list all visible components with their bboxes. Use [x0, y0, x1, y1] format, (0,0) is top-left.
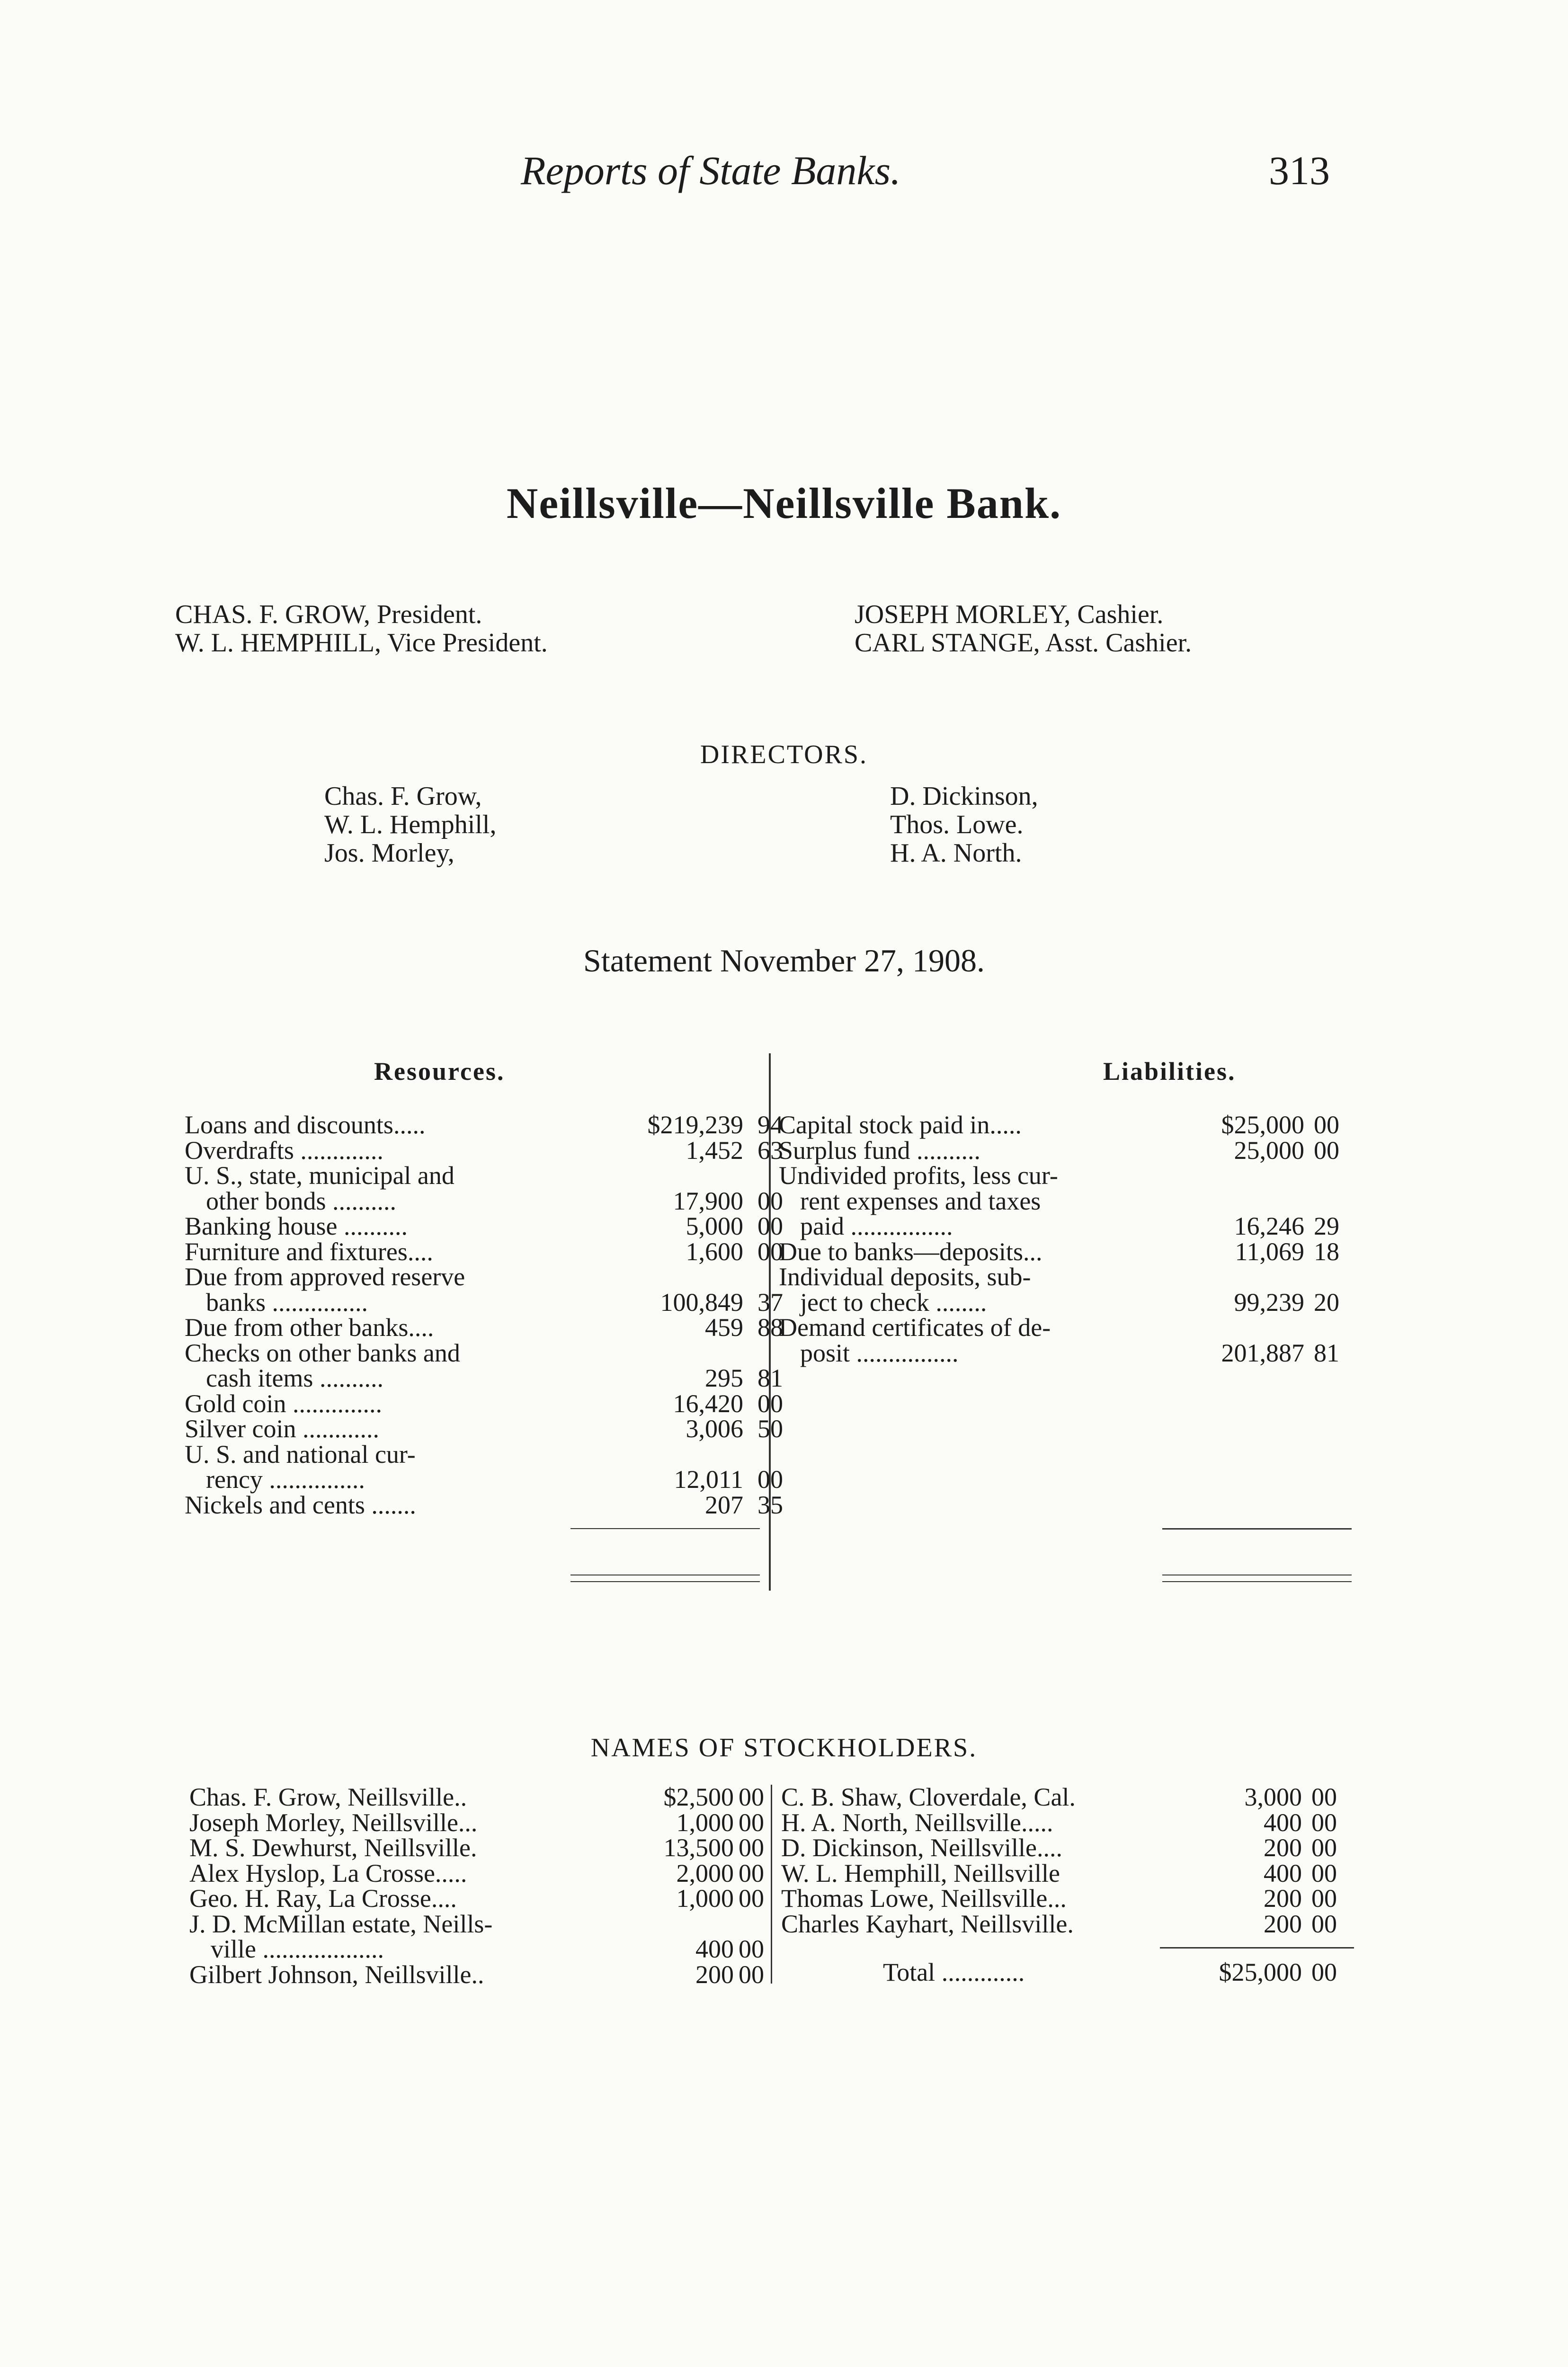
line-dollars: 1,000 [676, 1808, 734, 1837]
stockholders-right [781, 1785, 1359, 1937]
line-dollars: 100,849 [660, 1288, 743, 1317]
line-cents: 50 [757, 1415, 783, 1443]
stockholder-line [189, 1886, 786, 1912]
line-dollars: 12,011 [674, 1465, 743, 1494]
officer-cashier: JOSEPH MORLEY, Cashier. [855, 600, 1164, 629]
line-label: Due from approved reserve [185, 1263, 465, 1291]
liability-line [779, 1214, 1356, 1239]
line-dollars: 400 [695, 1935, 734, 1963]
resource-line [185, 1366, 795, 1391]
line-dollars: 3,000 [1244, 1783, 1302, 1811]
liability-line [779, 1315, 1356, 1341]
line-cents: 81 [1314, 1338, 1339, 1367]
line-dollars: 400 [1264, 1808, 1302, 1837]
resource-line [185, 1391, 795, 1417]
line-cents: 00 [739, 1859, 764, 1887]
resource-line [185, 1442, 795, 1468]
resource-line [185, 1163, 795, 1189]
resources-total-row [185, 1539, 795, 1564]
resources-sum-rule [570, 1528, 760, 1529]
line-label: Geo. H. Ray, La Crosse.... [189, 1884, 457, 1913]
line-cents: 00 [739, 1960, 764, 1989]
liability-line [779, 1264, 1356, 1290]
resource-line [185, 1112, 795, 1138]
line-label: posit ................ [800, 1338, 959, 1367]
line-label: Nickels and cents ....... [185, 1490, 416, 1519]
line-label: U. S., state, municipal and [185, 1161, 454, 1190]
resource-line [185, 1138, 795, 1164]
liability-line [779, 1290, 1356, 1316]
stockholder-line [781, 1886, 1359, 1912]
director-name: H. A. North. [890, 838, 1022, 868]
line-label: U. S. and national cur- [185, 1440, 416, 1468]
page-number: 313 [1269, 148, 1330, 193]
line-cents: 88 [757, 1313, 783, 1342]
stockholder-line [781, 1785, 1359, 1810]
line-cents: 00 [1314, 1136, 1339, 1165]
liability-line [779, 1138, 1356, 1164]
line-label: M. S. Dewhurst, Neillsville. [189, 1833, 477, 1862]
line-cents: 37 [757, 1288, 783, 1317]
stockholder-line [189, 1861, 786, 1886]
line-dollars: 11,069 [1235, 1237, 1304, 1266]
liability-line [779, 1112, 1356, 1138]
line-dollars: 2,000 [676, 1859, 734, 1887]
double-rule [1162, 1581, 1352, 1582]
director-name: Thos. Lowe. [890, 810, 1024, 839]
directors-heading: DIRECTORS. [700, 740, 868, 769]
stockholders-total-row [781, 1960, 1359, 1985]
stockholder-line [189, 1785, 786, 1810]
directors-right [890, 782, 1038, 867]
line-label: Gold coin .............. [185, 1389, 382, 1418]
liabilities-heading: Liabilities. [1103, 1057, 1236, 1086]
liability-line [779, 1239, 1356, 1265]
line-label: Due from other banks.... [185, 1313, 434, 1342]
line-cents: 00 [1314, 1111, 1339, 1139]
resource-line [185, 1338, 795, 1367]
director-name: Jos. Morley, [324, 838, 454, 868]
liability-line [779, 1338, 1356, 1367]
line-label: Checks on other banks and [185, 1338, 460, 1367]
line-label: ject to check ........ [800, 1288, 987, 1317]
resource-line [185, 1214, 795, 1239]
line-label: Demand certificates of de- [779, 1313, 1051, 1342]
line-dollars: 200 [1264, 1909, 1302, 1938]
resource-line [185, 1239, 795, 1265]
line-label: Overdrafts ............. [185, 1136, 383, 1165]
officers-left [175, 600, 548, 657]
line-label: Silver coin ............ [185, 1415, 379, 1443]
line-label: Chas. F. Grow, Neillsville.. [189, 1783, 467, 1811]
line-dollars: 16,246 [1234, 1212, 1304, 1240]
liabilities-total-row [779, 1539, 1356, 1564]
stockholder-line [781, 1861, 1359, 1886]
line-cents: 00 [739, 1783, 764, 1811]
line-label: Capital stock paid in..... [779, 1111, 1022, 1139]
line-cents: 00 [739, 1833, 764, 1862]
line-dollars: 99,239 [1234, 1288, 1304, 1317]
line-dollars: 201,887 [1221, 1338, 1304, 1367]
line-cents: 00 [1311, 1808, 1337, 1837]
liabilities-sum-rule [1162, 1528, 1352, 1530]
line-cents: 00 [1311, 1833, 1337, 1862]
line-label: cash items .......... [206, 1364, 383, 1392]
line-dollars: 1,600 [686, 1237, 743, 1266]
total-label: Total ............. [883, 1958, 1025, 1986]
line-label: Gilbert Johnson, Neillsville.. [189, 1960, 484, 1989]
total-cents: 00 [1311, 1958, 1337, 1986]
line-dollars: 207 [705, 1490, 743, 1519]
resource-line [185, 1490, 795, 1519]
line-dollars: 13,500 [663, 1833, 734, 1862]
resource-line [185, 1467, 795, 1493]
line-label: Due to banks—deposits... [779, 1237, 1042, 1266]
line-cents: 63 [757, 1136, 783, 1165]
line-label: H. A. North, Neillsville..... [781, 1808, 1053, 1837]
stockholder-line [189, 1835, 786, 1861]
line-dollars: 400 [1264, 1859, 1302, 1887]
line-cents: 00 [757, 1212, 783, 1240]
resources-heading: Resources. [374, 1057, 505, 1086]
line-label: Charles Kayhart, Neillsville. [781, 1909, 1074, 1938]
line-dollars: $25,000 [1221, 1111, 1304, 1139]
line-label: Banking house .......... [185, 1212, 408, 1240]
stockholders-heading: NAMES OF STOCKHOLDERS. [590, 1733, 978, 1762]
stockholder-line [189, 1937, 786, 1962]
director-name: Chas. F. Grow, [324, 782, 482, 811]
line-cents: 29 [1314, 1212, 1339, 1240]
line-dollars: 200 [1264, 1833, 1302, 1862]
stockholders-sum-rule [1160, 1947, 1354, 1949]
liabilities-list [779, 1112, 1356, 1366]
director-name: W. L. Hemphill, [324, 810, 497, 839]
line-cents: 00 [757, 1465, 783, 1494]
stockholder-line [781, 1909, 1359, 1938]
stockholder-line [781, 1810, 1359, 1836]
line-label: Alex Hyslop, La Crosse..... [189, 1859, 467, 1887]
line-label: Joseph Morley, Neillsville... [189, 1808, 478, 1837]
line-dollars: 1,452 [686, 1136, 743, 1165]
line-label: Thomas Lowe, Neillsville... [781, 1884, 1067, 1913]
line-dollars: 3,006 [686, 1415, 743, 1443]
line-label: banks ............... [206, 1288, 368, 1317]
line-cents: 20 [1314, 1288, 1339, 1317]
line-label: rency ............... [206, 1465, 365, 1494]
resources-list [185, 1112, 795, 1518]
line-cents: 00 [1311, 1783, 1337, 1811]
total-dollars: $25,000 [1219, 1958, 1302, 1986]
resource-line [185, 1264, 795, 1290]
director-name: D. Dickinson, [890, 782, 1038, 811]
line-cents: 35 [757, 1490, 783, 1519]
line-cents: 81 [757, 1364, 783, 1392]
line-cents: 00 [1311, 1884, 1337, 1913]
line-cents: 00 [1311, 1909, 1337, 1938]
line-dollars: 295 [705, 1364, 743, 1392]
line-dollars: 5,000 [686, 1212, 743, 1240]
line-dollars: 16,420 [673, 1389, 743, 1418]
stockholders-left [189, 1785, 786, 1987]
line-dollars: $219,239 [647, 1111, 743, 1139]
line-label: Furniture and fixtures.... [185, 1237, 433, 1266]
line-label: C. B. Shaw, Cloverdale, Cal. [781, 1783, 1076, 1811]
resource-line [185, 1416, 795, 1442]
line-cents: 00 [739, 1884, 764, 1913]
line-dollars: 459 [705, 1313, 743, 1342]
line-dollars: $2,500 [663, 1783, 734, 1811]
line-dollars: 1,000 [676, 1884, 734, 1913]
line-dollars: 25,000 [1234, 1136, 1304, 1165]
line-label: W. L. Hemphill, Neillsville [781, 1859, 1060, 1887]
officers-right [855, 600, 1192, 657]
line-cents: 00 [739, 1808, 764, 1837]
line-dollars: 200 [695, 1960, 734, 1989]
double-rule [570, 1581, 760, 1582]
line-cents: 18 [1314, 1237, 1339, 1266]
line-label: paid ................ [800, 1212, 953, 1240]
resource-line [185, 1290, 795, 1316]
line-cents: 00 [757, 1186, 783, 1215]
line-cents: 00 [739, 1935, 764, 1963]
line-label: J. D. McMillan estate, Neills- [189, 1909, 493, 1938]
line-label: D. Dickinson, Neillsville.... [781, 1833, 1062, 1862]
line-label: ville ................... [211, 1935, 384, 1963]
stockholder-line [781, 1835, 1359, 1861]
line-label: Individual deposits, sub- [779, 1263, 1031, 1291]
running-head: Reports of State Banks. [521, 148, 901, 193]
statement-date: Statement November 27, 1908. [583, 943, 985, 979]
line-label: Surplus fund .......... [779, 1136, 981, 1165]
stockholder-line [189, 1810, 786, 1836]
line-label: Undivided profits, less cur- [779, 1161, 1058, 1190]
line-cents: 94 [757, 1111, 783, 1139]
line-cents: 00 [757, 1389, 783, 1418]
officer-vice-president: W. L. HEMPHILL, Vice President. [175, 628, 548, 658]
line-label: Loans and discounts..... [185, 1111, 426, 1139]
line-label: other bonds .......... [206, 1186, 396, 1215]
officer-president: CHAS. F. GROW, President. [175, 600, 482, 629]
line-dollars: 200 [1264, 1884, 1302, 1913]
line-label: rent expenses and taxes [800, 1186, 1041, 1215]
liability-line [779, 1186, 1356, 1215]
line-cents: 00 [1311, 1859, 1337, 1887]
bank-title: Neillsville—Neillsville Bank. [506, 479, 1062, 527]
resource-line [185, 1315, 795, 1341]
line-dollars: 17,900 [673, 1186, 743, 1215]
stockholder-line [189, 1962, 786, 1988]
resource-line [185, 1186, 795, 1215]
liability-line [779, 1163, 1356, 1189]
officer-asst-cashier: CARL STANGE, Asst. Cashier. [855, 628, 1192, 658]
directors-left [324, 782, 496, 867]
stockholder-line [189, 1909, 786, 1938]
line-cents: 00 [757, 1237, 783, 1266]
